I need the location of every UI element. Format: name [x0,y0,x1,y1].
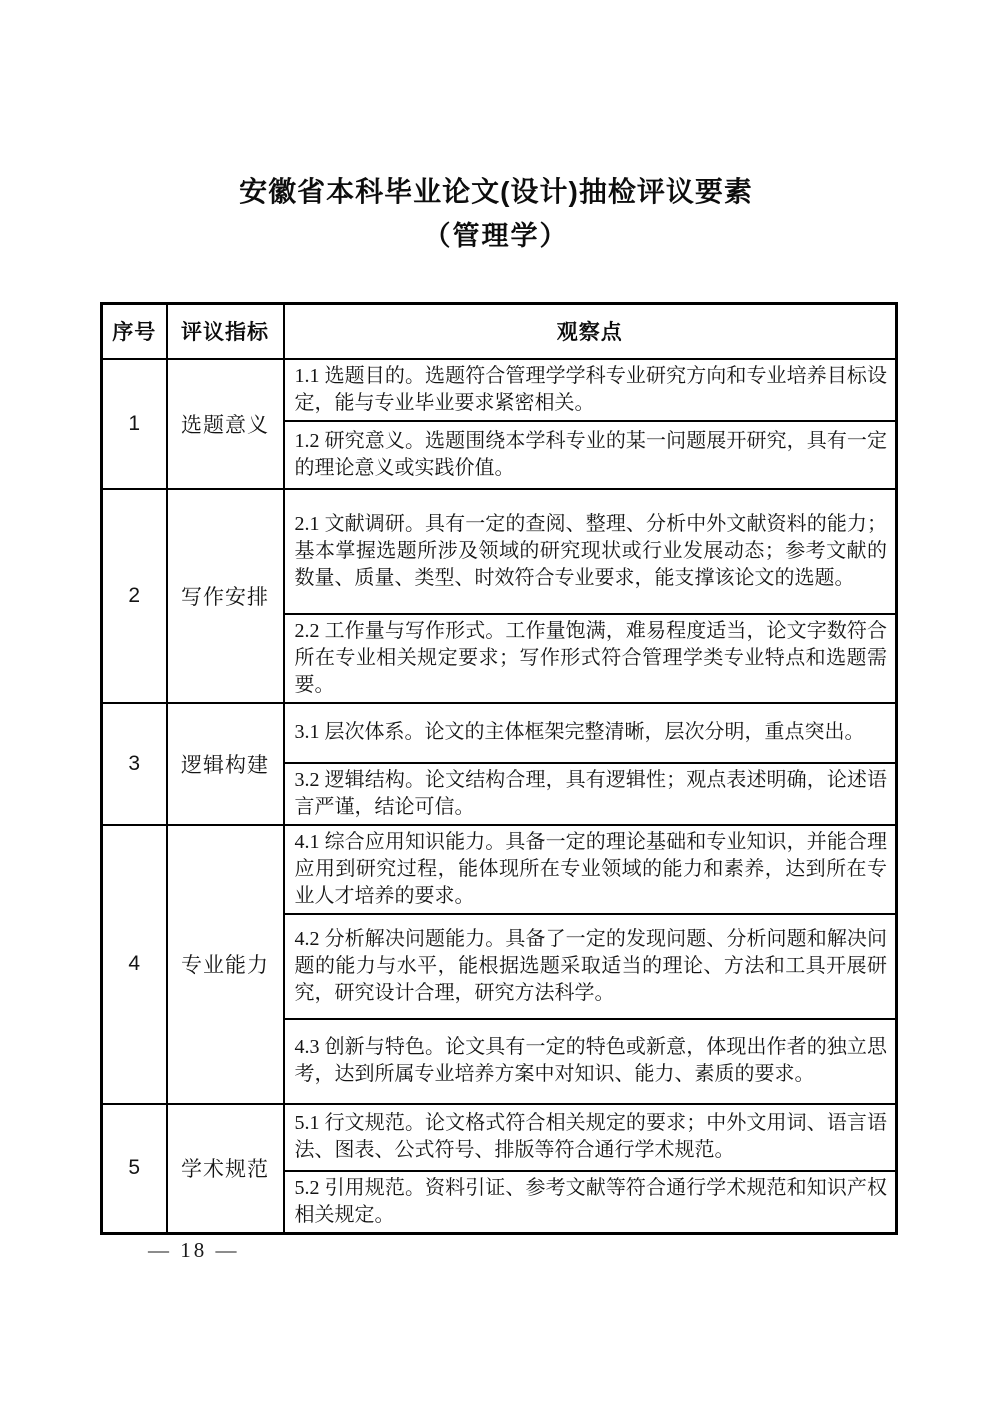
observation-point-1-2: 1.2 研究意义。选题围绕本学科专业的某一问题展开研究，具有一定的理论意义或实践价值。 [284,421,897,489]
row-1-indicator: 选题意义 [167,359,284,489]
observation-point-1-1: 1.1 选题目的。选题符合管理学学科专业研究方向和专业培养目标设定，能与专业毕业要求紧密相关。 [284,359,897,421]
observation-point-2-1: 2.1 文献调研。具有一定的查阅、整理、分析中外文献资料的能力；基本掌握选题所涉及领域的研究现状或行业发展动态；参考文献的数量、质量、类型、时效符合专业要求，能支撑该论文的选题。 [284,489,897,614]
observation-point-4-2: 4.2 分析解决问题能力。具备了一定的发现问题、分析问题和解决问题的能力与水平，能根据选题采取适当的理论、方法和工具开展研究，研究设计合理，研究方法科学。 [284,914,897,1019]
table-row-4 [102,825,897,914]
table-row-2 [102,489,897,614]
table-row-1 [102,359,897,421]
table-row-3 [102,703,897,763]
col-header-observation: 观察点 [284,304,897,359]
observation-point-5-1: 5.1 行文规范。论文格式符合相关规定的要求；中外文用词、语言语法、图表、公式符号、排版等符合通行学术规范。 [284,1104,897,1171]
row-5-indicator: 学术规范 [167,1104,284,1234]
document-title: 安徽省本科毕业论文(设计)抽检评议要素 [239,176,753,207]
row-2-number: 2 [102,489,167,703]
col-header-number: 序号 [102,304,167,359]
observation-point-4-1: 4.1 综合应用知识能力。具备一定的理论基础和专业知识，并能合理应用到研究过程，能体现所在专业领域的能力和素养，达到所在专业人才培养的要求。 [284,825,897,914]
row-2-indicator: 写作安排 [167,489,284,703]
row-1-number: 1 [102,359,167,489]
row-3-indicator: 逻辑构建 [167,703,284,825]
table-row-5 [102,1104,897,1171]
table-header-row [102,304,897,359]
row-5-number: 5 [102,1104,167,1234]
row-4-number: 4 [102,825,167,1104]
observation-point-3-2: 3.2 逻辑结构。论文结构合理，具有逻辑性；观点表述明确，论述语言严谨，结论可信。 [284,763,897,825]
review-elements-table [100,302,898,1235]
observation-point-4-3: 4.3 创新与特色。论文具有一定的特色或新意，体现出作者的独立思考，达到所属专业培养方案中对知识、能力、素质的要求。 [284,1019,897,1104]
page-number: — 18 — [148,1238,240,1262]
col-header-indicator: 评议指标 [167,304,284,359]
observation-point-5-2: 5.2 引用规范。资料引证、参考文献等符合通行学术规范和知识产权相关规定。 [284,1171,897,1234]
row-3-number: 3 [102,703,167,825]
row-4-indicator: 专业能力 [167,825,284,1104]
document-subtitle: （管理学） [423,221,569,251]
observation-point-3-1: 3.1 层次体系。论文的主体框架完整清晰，层次分明，重点突出。 [284,703,897,763]
observation-point-2-2: 2.2 工作量与写作形式。工作量饱满，难易程度适当，论文字数符合所在专业相关规定要求；写作形式符合管理学类专业特点和选题需要。 [284,614,897,703]
